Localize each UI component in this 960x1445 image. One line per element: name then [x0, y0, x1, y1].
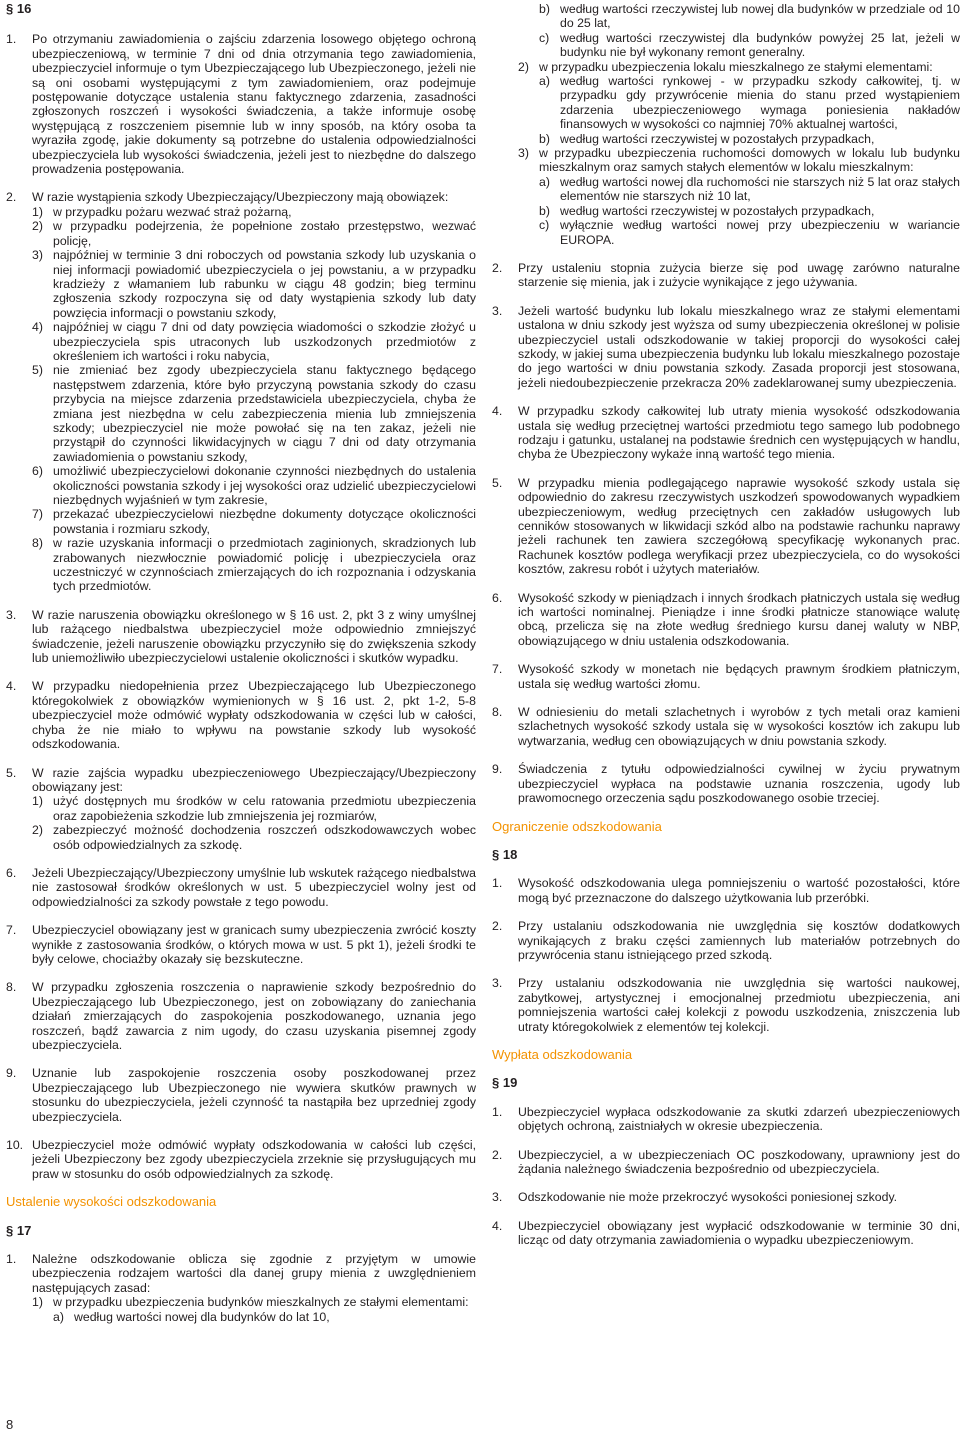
- s17-item-2: 2) w przypadku ubezpieczenia lokalu mieszkalnego ze stałymi elementami:: [518, 59, 933, 74]
- s18-paragraph-3: 3. Przy ustalaniu odszkodowania nie uwzględnia się wartości naukowej, zabytkowej, artystycznej i emocjonalnej przedmiotu ubezpieczenia, ani pomniejszenia wartości całej kolekcji z powodu uszkodzenia, zniszczenia lub utraty któregokolwiek z elementów tej kolekcji.: [492, 976, 960, 1034]
- s17-item-3c: c) wyłącznie według wartości nowej przy ubezpieczeniu w wariancie EUROPA.: [539, 218, 960, 247]
- list-item: 3) najpóźniej w terminie 3 dni roboczych od powstania szkody lub uzyskania o niej informacji powiadomić ubezpieczyciela o jej powstaniu, a w przypadku kradzieży z włamaniem lub rabunku w ciągu 48 godzin; bieg terminu zgłoszenia szkody rozpoczyna się od daty wystąpienia szkody lub daty powzięcia informacji o powstaniu szkody,: [32, 248, 476, 320]
- s17-paragraph-4: 4. W przypadku szkody całkowitej lub utraty mienia wysokość odszkodowania ustala się według przeciętnej wartości przedmiotu tego samego lub podobnego rodzaju i gatunku, ustalanej na podstawie średnich cen występujących w handlu, chyba że Ubezpieczony wykaże inną wartość tego mienia.: [492, 404, 960, 462]
- section-19-title: § 19: [492, 1075, 518, 1091]
- s17-paragraph-8: 8. W odniesieniu do metali szlachetnych i wyrobów z tych metali oraz kamieni szlachetnych wysokość szkody ustala się w wysokości kosztów ich zakupu lub wytwarzania, według cen obowiązujących w dniu powstania szkody.: [492, 705, 960, 748]
- heading-wyplata: Wypłata odszkodowania: [492, 1046, 633, 1062]
- s19-paragraph-4: 4. Ubezpieczyciel obowiązany jest wypłacić odszkodowanie w terminie 30 dni, licząc od daty otrzymania zawiadomienia o wypadku ubezpieczeniowym.: [492, 1218, 960, 1248]
- list-item: 6) umożliwić ubezpieczycielowi dokonanie czynności niezbędnych do ustalenia okoliczności powstania szkody i jej wysokości oraz udzielić ubezpieczycielowi niezbędnych wyjaśnień w tym zakresie,: [32, 464, 476, 507]
- left-column: [6, 0, 476, 1324]
- list-item: 5) nie zmieniać bez zgody ubezpieczyciela stanu faktycznego będącego następstwem zdarzenia, które było przyczyną powstania szkody do czasu przybycia na miejsce zdarzenia przedstawiciela ubezpieczyciela, chyba że zmiana jest niezbędna w celu zabezpieczenia mienia lub zmniejszenia szkody; ubezpieczyciel nie może powołać się na ten zakaz, jeżeli nie przystąpił do czynności likwidacyjnych w ciągu 7 dni od daty otrzymania zawiadomienia o powstaniu szkody,: [32, 363, 476, 464]
- s17-p1-items-2-3: [492, 60, 960, 247]
- s17-paragraph-7: 7. Wysokość szkody w monetach nie będących prawnym środkiem płatniczym, ustala się według wartości złomu.: [492, 662, 960, 691]
- list-item: 2) w przypadku podejrzenia, że popełnione zostało przestępstwo, wezwać policję,: [32, 219, 476, 248]
- s17-item-3: 3) w przypadku ubezpieczenia ruchomości domowych w lokalu lub budynku mieszkalnym oraz samych stałych elementów w lokalu mieszkalnym:: [518, 146, 960, 175]
- section-17-title: § 17: [6, 1222, 32, 1238]
- s16-p2-list: [6, 205, 476, 594]
- s17-p1-continuation: [492, 2, 960, 60]
- list-item: 4) najpóźniej w ciągu 7 dni od daty powzięcia wiadomości o szkodzie złożyć u ubezpieczyciela spis utraconych lub uszkodzonych przedmiotów z określeniem ich wartości i roku nabycia,: [32, 320, 476, 363]
- s19-paragraph-1: 1. Ubezpieczyciel wypłaca odszkodowanie za skutki zdarzeń ubezpieczeniowych objętych ochroną, zaistniałych w okresie ubezpieczenia.: [492, 1104, 960, 1134]
- heading-ograniczenie: Ograniczenie odszkodowania: [492, 818, 662, 834]
- s17-paragraph-2: 2. Przy ustaleniu stopnia zużycia bierze się pod uwagę zarówno naturalne starzenie się mienia, jak i zużycie wynikające z jego używania.: [492, 260, 960, 290]
- section-18-title: § 18: [492, 846, 518, 862]
- s19-paragraph-2: 2. Ubezpieczyciel, a w ubezpieczeniach OC poszkodowany, uprawniony jest do żądania należnego świadczenia bezpośrednio od ubezpieczyciela.: [492, 1147, 960, 1176]
- s17-paragraph-1: 1. Należne odszkodowanie oblicza się zgodnie z przyjętym w umowie ubezpieczenia rodzajem wartości dla danej grupy mienia z uwzględnieniem następujących zasad:: [6, 1252, 476, 1295]
- s17-item-1c: c) według wartości rzeczywistej dla budynków powyżej 25 lat, jeżeli w budynku nie był wykonany remont generalny.: [539, 30, 960, 60]
- s17-item-2b: b) według wartości rzeczywistej w pozostałych przypadkach,: [539, 131, 875, 146]
- s16-paragraph-10: 10. Ubezpieczyciel może odmówić wypłaty odszkodowania w całości lub części, jeżeli Ubezpieczony bez zgody ubezpieczyciela zrzeknie się przysługujących mu praw w stosunku do osób odpowiedzialnych za szkodę.: [6, 1138, 476, 1181]
- list-item: 8) w razie uzyskania informacji o przedmiotach zaginionych, skradzionych lub zrabowanych niezwłocznie powiadomić policję i ubezpieczyciela oraz uczestniczyć w czynnościach zmierzających do ich rozpoznania i odzyskania tych przedmiotów.: [32, 536, 476, 594]
- list-item: 7) przekazać ubezpieczycielowi niezbędne dokumenty dotyczące okoliczności powstania i rozmiaru szkody,: [32, 507, 476, 536]
- s16-paragraph-2: 2. W razie wystąpienia szkody Ubezpieczający/Ubezpieczony mają obowiązek:: [6, 190, 449, 205]
- s16-paragraph-4: 4. W przypadku niedopełnienia przez Ubezpieczającego lub Ubezpieczonego któregokolwiek z obowiązków wymienionych w § 16 ust. 2, pkt 1-2, 5-8 ubezpieczyciel może odmówić wypłaty odszkodowania w części lub w całości, chyba że nie miało to wpływu na powstanie szkody lub wysokość odszkodowania.: [6, 679, 476, 752]
- s16-paragraph-8: 8. W przypadku zgłoszenia roszczenia o naprawienie szkody bezpośrednio do Ubezpieczającego lub Ubezpieczonego, jest on zobowiązany do zaniechania działań zmierzających do zaspokojenia poszkodowanego, uznania jego roszczeń, bądź zawarcia z nim ugody, do czasu uzyskania pisemnej zgody ubezpieczyciela.: [6, 980, 476, 1052]
- s18-paragraph-1: 1. Wysokość odszkodowania ulega pomniejszeniu o wartość pozostałości, które mogą być przeznaczone do dalszego użytkowania lub przeróbki.: [492, 876, 960, 905]
- s19-paragraph-3: 3. Odszkodowanie nie może przekroczyć wysokości poniesionej szkody.: [492, 1190, 898, 1205]
- list-item: 1) w przypadku pożaru wezwać straż pożarną,: [32, 204, 292, 219]
- page-number: 8: [6, 1417, 14, 1432]
- list-item: 2) zabezpieczyć możność dochodzenia roszczeń odszkodowawczych wobec osób odpowiedzialnych za szkodę.: [32, 823, 476, 852]
- section-16-title: § 16: [6, 1, 32, 16]
- s16-paragraph-1: 1. Po otrzymaniu zawiadomienia o zajściu zdarzenia losowego objętego ochroną ubezpieczeniową, w terminie 7 dni od dnia otrzymania tego zawiadomienia, ubezpieczyciel informuje o tym Ubezpieczającego lub Ubezpieczonego, jeżeli nie są oni osobami występującymi z tym zawiadomieniem, oraz podejmuje postępowanie dotyczące ustalenia stanu faktycznego zdarzenia, zasadności zgłoszonych roszczeń i wysokości świadczenia, a także informuje osobę występującą z roszczeniem pisemnie lub w inny sposób, na który osoba ta wyraziła zgodę, jakie dokumenty są potrzebne do ustalenia odpowiedzialności ubezpieczyciela lub wysokości świadczenia, jeżeli jest to niezbędne do dalszego prowadzenia postępowania.: [6, 32, 476, 177]
- s17-item-1b: b) według wartości rzeczywistej lub nowej dla budynków w przedziale od 10 do 25 lat,: [539, 2, 960, 31]
- s17-item-2a: a) według wartości rynkowej - w przypadku szkody całkowitej, tj. w przypadku gdy przywrócenie mienia do stanu przed wystąpieniem zdarzenia ubezpieczeniowego wymaga poniesienia nakładów finansowych w wysokości co najmniej 70% aktualnej wartości,: [539, 74, 960, 132]
- s18-paragraph-2: 2. Przy ustalaniu odszkodowania nie uwzględnia się kosztów dodatkowych wynikających z braku części zamiennych lub materiałów potrzebnych do przywrócenia stanu istniejącego przed szkodą.: [492, 919, 960, 962]
- list-item: 1) użyć dostępnych mu środków w celu ratowania przedmiotu ubezpieczenia oraz zapobieżenia szkodzie lub zmniejszenia jej rozmiarów,: [32, 794, 476, 823]
- s17-p1-item-1: 1) w przypadku ubezpieczenia budynków mieszkalnych ze stałymi elementami: a) według wartości nowej dla budynków do lat 10,: [6, 1295, 476, 1324]
- s16-paragraph-6: 6. Jeżeli Ubezpieczający/Ubezpieczony umyślnie lub wskutek rażącego niedbalstwa nie zastosował środków określonych w ust. 5 ubezpieczyciel wolny jest od odpowiedzialności za szkody powstałe z tego powodu.: [6, 865, 476, 909]
- s16-paragraph-7: 7. Ubezpieczyciel obowiązany jest w granicach sumy ubezpieczenia zwrócić koszty wynikłe z zastosowania środków, o których mowa w ust. 5 pkt 1), jeżeli środki te były celowe, chociażby okazały się bezskuteczne.: [6, 923, 476, 966]
- s17-p1-item-1a: a) według wartości nowej dla budynków do lat 10,: [53, 1309, 330, 1324]
- s16-paragraph-9: 9. Uznanie lub zaspokojenie roszczenia osoby poszkodowanej przez Ubezpieczającego lub Ubezpieczonego nie wywiera skutków prawnych w stosunku do ubezpieczyciela, jeżeli czynność ta nastąpiła bez uprzedniej zgody ubezpieczyciela.: [6, 1066, 476, 1124]
- s17-item-3a: a) według wartości nowej dla ruchomości nie starszych niż 5 lat oraz stałych elementów nie starszych niż 10 lat,: [539, 174, 960, 204]
- s17-paragraph-6: 6. Wysokość szkody w pieniądzach i innych środkach płatniczych ustala się według ich wartości nominalnej. Pieniądze i inne środki płatnicze stanowiące walutę obcą, przelicza się na złote według średniego kursu danej waluty w NBP, obowiązującego w dniu ustalenia odszkodowania.: [492, 590, 960, 648]
- right-column: [492, 0, 960, 1248]
- s16-paragraph-5: 5. W razie zajścia wypadku ubezpieczeniowego Ubezpieczający/Ubezpieczony obowiązany jest:: [6, 765, 476, 794]
- s16-p5-list: [6, 794, 476, 852]
- s17-item-3b: b) według wartości rzeczywistej w pozostałych przypadkach,: [539, 203, 875, 218]
- heading-ustalenie: Ustalenie wysokości odszkodowania: [6, 1194, 217, 1210]
- s17-paragraph-5: 5. W przypadku mienia podlegającego naprawie wysokość szkody ustala się odpowiednio do zakresu rzeczywistych uszkodzeń spowodowanych wypadkiem ubezpieczeniowym, według przeciętnych cen zakładów usługowych lub cenników stosowanych w likwidacji szkód albo na podstawie rachunku naprawy jeżeli rachunek ten zawiera szczegółową specyfikację wykonanych prac. Rachunek kosztów podlega weryfikacji przez ubezpieczyciela, co do wysokości kosztów, zakresu robót i użytych materiałów.: [492, 475, 960, 577]
- s16-paragraph-3: 3. W razie naruszenia obowiązku określonego w § 16 ust. 2, pkt 3 z winy umyślnej lub rażącego niedbalstwa ubezpieczyciel może odpowiednio zmniejszyć świadczenie, jeżeli naruszenie obowiązku przyczyniło się do zwiększenia szkody lub uniemożliwiło ubezpieczycielowi ustalenie okoliczności i skutków wypadku.: [6, 607, 476, 666]
- s17-paragraph-3: 3. Jeżeli wartość budynku lub lokalu mieszkalnego wraz ze stałymi elementami ustalona w dniu szkody jest wyższa od sumy ubezpieczenia określonej w polisie ubezpieczyciel ustali odszkodowanie w takiej proporcji do wysokości całej szkody, w jakiej suma ubezpieczenia budynku lub lokalu mieszkalnego pozostaje do jego wartości w dniu powstania szkody. Zasada proporcji jest stosowana, jeżeli niedoubezpieczenie przekracza 20% zadeklarowanej sumy ubezpieczenia.: [492, 303, 960, 390]
- s17-paragraph-9: 9. Świadczenia z tytułu odpowiedzialności cywilnej w życiu prywatnym ubezpieczyciel wypłaca na podstawie uznania roszczenia, ugody lub prawomocnego orzeczenia sądu poszkodowanego osobie trzeciej.: [492, 762, 960, 806]
